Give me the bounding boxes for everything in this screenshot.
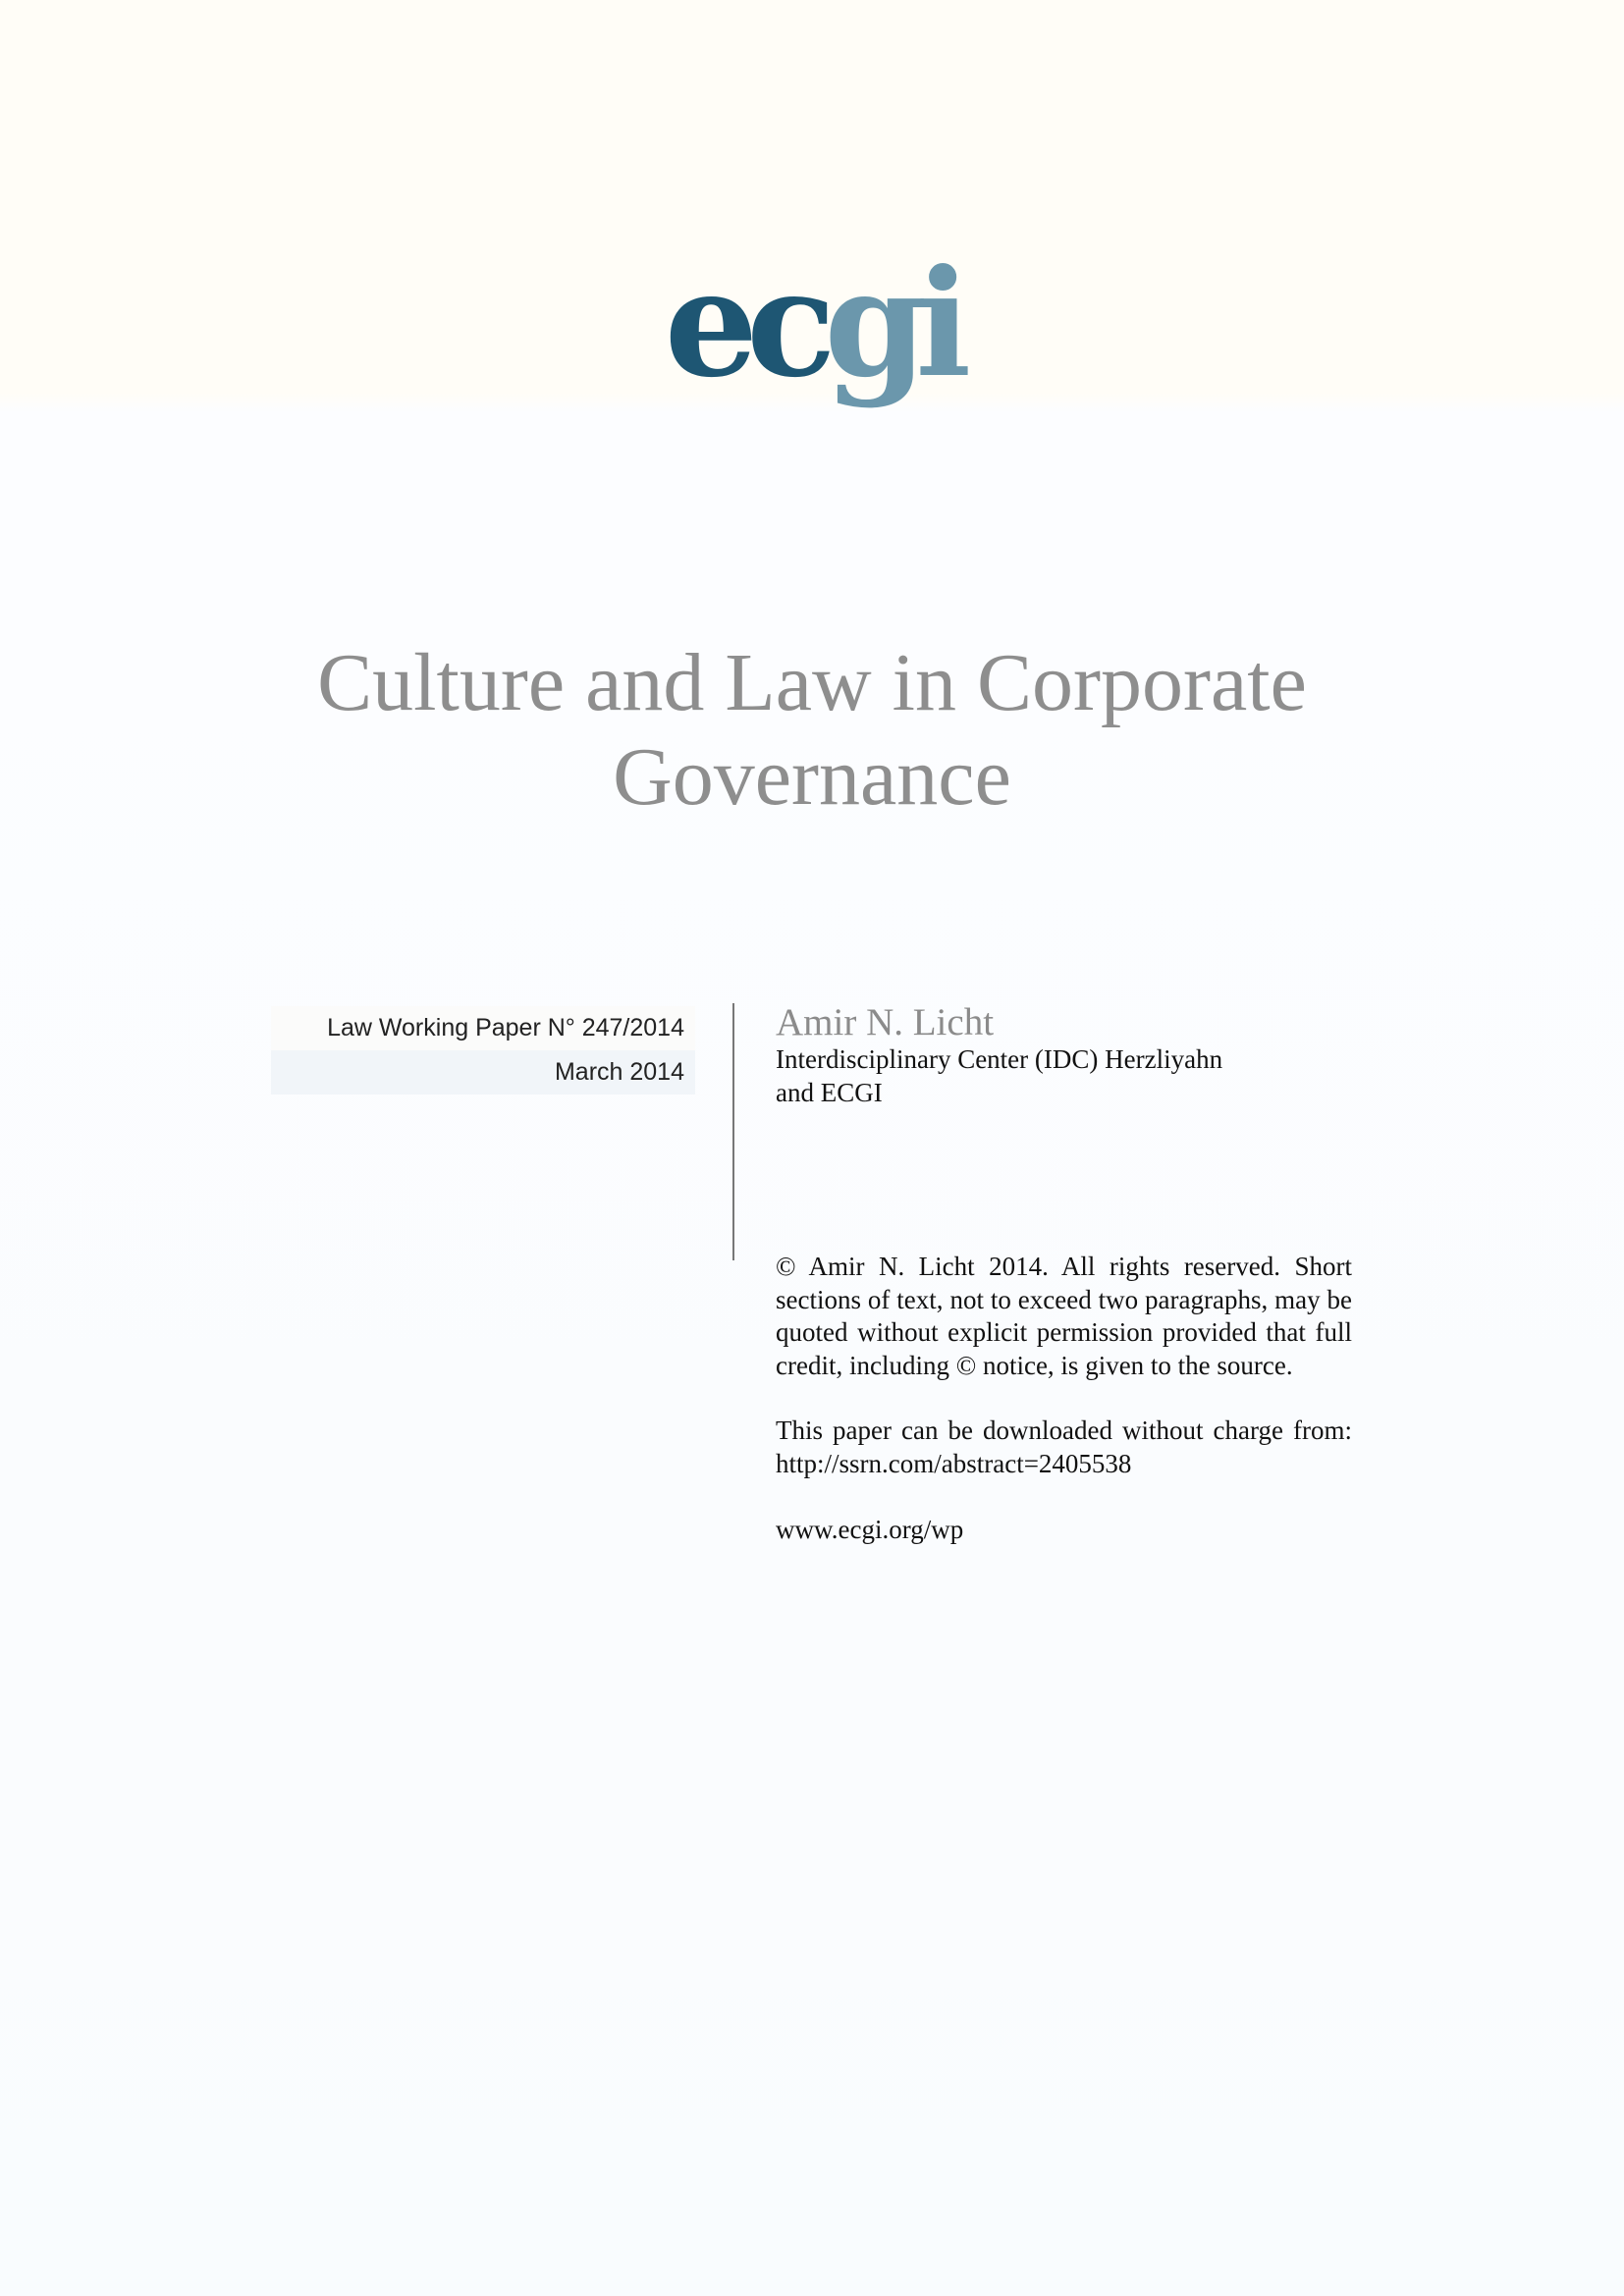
ecgi-logo	[0, 238, 1624, 410]
affiliation-line-2: and ECGI	[776, 1078, 883, 1107]
author-affiliation	[776, 1042, 1365, 1109]
affiliation-line-1: Interdisciplinary Center (IDC) Herzliyahn	[776, 1044, 1223, 1074]
title-line-1: Culture and Law in Corporate	[317, 637, 1307, 728]
website-link[interactable]: www.ecgi.org/wp	[776, 1515, 964, 1544]
working-paper-number: Law Working Paper N° 247/2014	[271, 1006, 695, 1050]
logo-part-gi: gi	[824, 238, 960, 410]
title-line-2: Governance	[613, 731, 1011, 823]
download-info	[776, 1415, 1352, 1480]
copyright-notice: © Amir N. Licht 2014. All rights reserved. Short sections of text, not to exceed two paragraphs, may be quoted without explicit permission provided that full credit, including © notice, is given to the source.	[776, 1252, 1352, 1380]
download-text: This paper can be downloaded without charge from:	[776, 1415, 1352, 1445]
ssrn-link[interactable]: http://ssrn.com/abstract=2405538	[776, 1448, 1132, 1478]
publication-date: March 2014	[271, 1050, 695, 1095]
logo-part-ec: ec	[664, 238, 825, 410]
paper-title	[196, 636, 1428, 825]
vertical-divider	[732, 1003, 734, 1260]
author-name: Amir N. Licht	[776, 1001, 995, 1043]
